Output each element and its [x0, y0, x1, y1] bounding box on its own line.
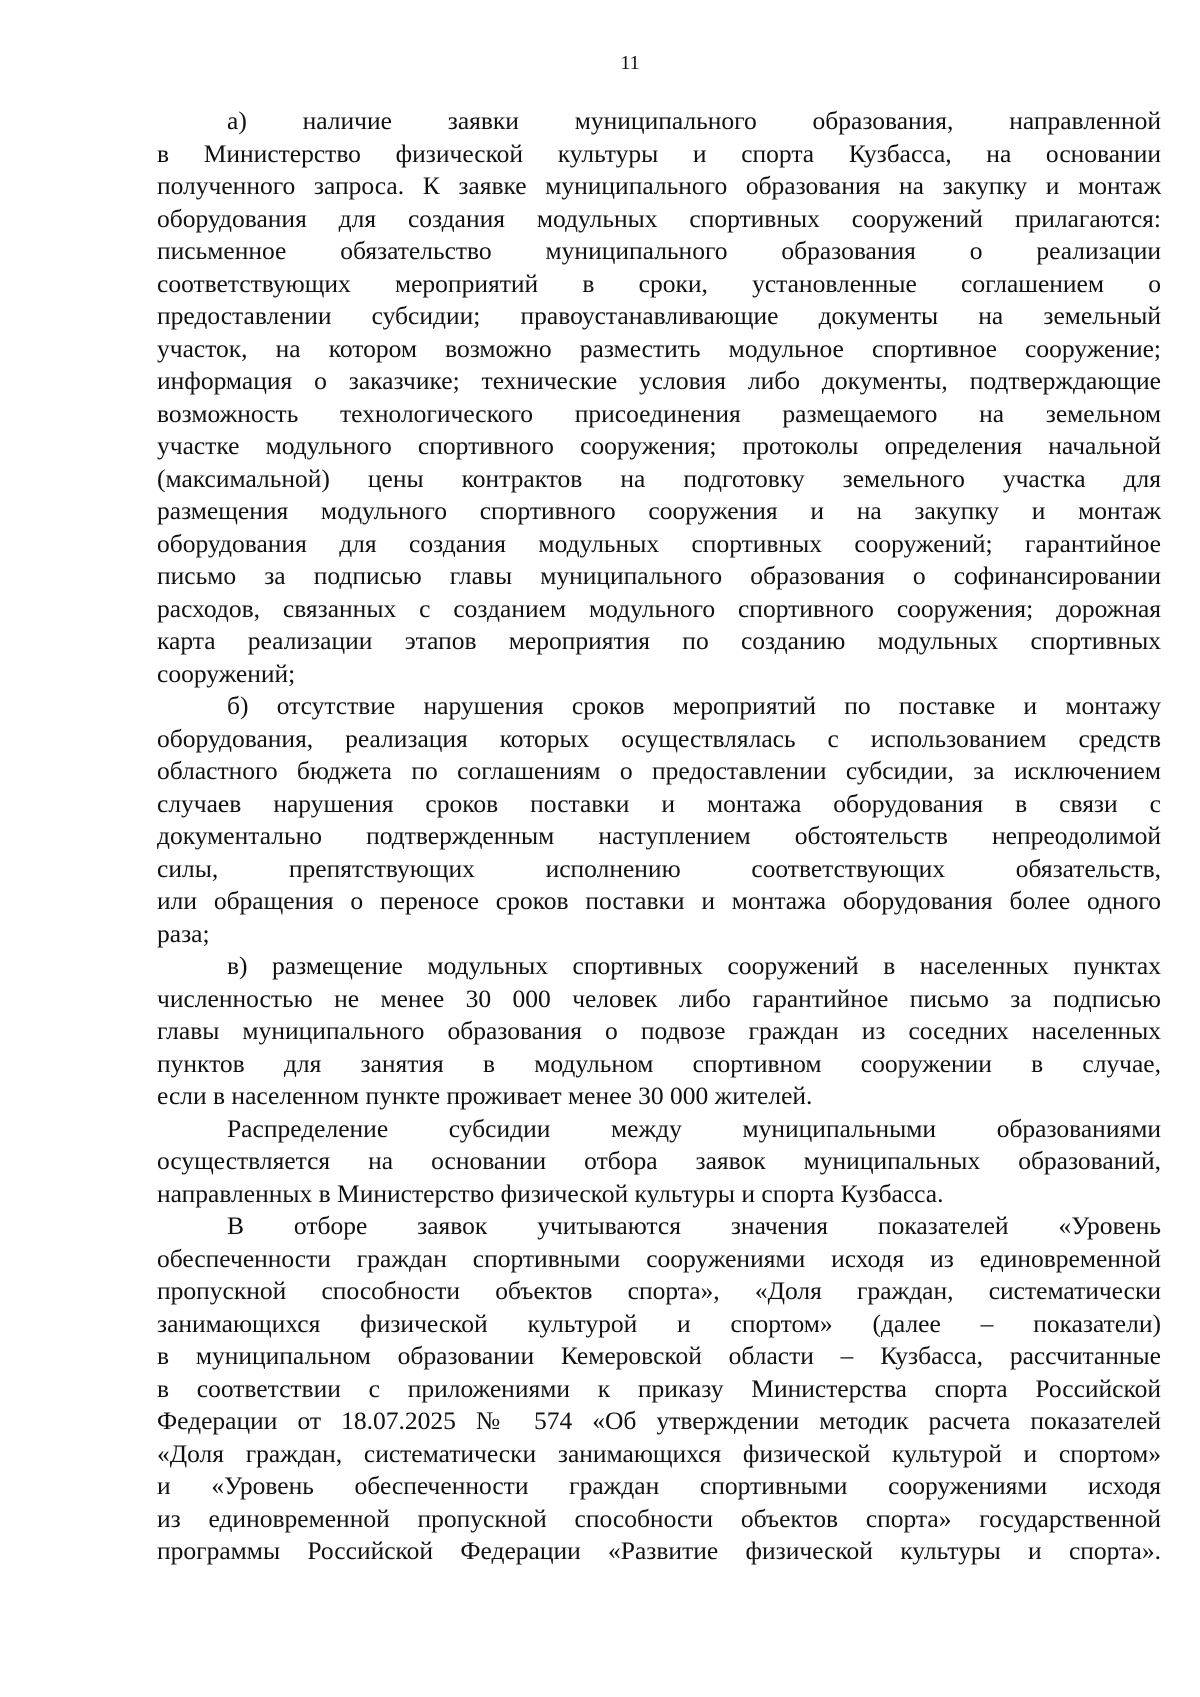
text-line: предоставлении субсидии; правоустанавливающие документы на земельный: [157, 301, 1161, 330]
text-line: возможность технологического присоединения размещаемого на земельном: [157, 398, 1161, 428]
text-line: в муниципальном образовании Кемеровской области – Кузбасса, рассчитанные: [157, 1341, 1161, 1370]
text-line: пунктов для занятия в модульном спортивном сооружении в случае,: [157, 1048, 1161, 1078]
text-line: из единовременной пропускной способности объектов спорта» государственной: [157, 1503, 1161, 1533]
text-line: в Министерство физической культуры и спорта Кузбасса, на основании: [157, 138, 1161, 168]
text-line: «Доля граждан, систематически занимающихся физической культурой и спортом»: [157, 1438, 1161, 1468]
text-line: раза;: [157, 918, 210, 948]
text-line: случаев нарушения сроков поставки и монтажа оборудования в связи с: [157, 788, 1161, 818]
text-line: а) наличие заявки муниципального образования, направленной: [227, 106, 1161, 135]
text-line: (максимальной) цены контрактов на подготовку земельного участка для: [157, 463, 1161, 493]
text-line: или обращения о переносе сроков поставки и монтажа оборудования более одного: [157, 886, 1161, 915]
text-line: программы Российской Федерации «Развитие физической культуры и спорта».: [157, 1536, 1161, 1565]
text-line: в соответствии с приложениями к приказу Министерства спорта Российской: [157, 1373, 1161, 1403]
text-line: областного бюджета по соглашениям о предоставлении субсидии, за исключением: [157, 756, 1161, 785]
text-line: пропускной способности объектов спорта», «Доля граждан, систематически: [157, 1276, 1161, 1305]
text-line: занимающихся физической культурой и спортом» (далее – показатели): [157, 1308, 1161, 1338]
text-line: сооружений;: [157, 658, 296, 688]
text-line: соответствующих мероприятий в сроки, установленные соглашением о: [157, 268, 1161, 298]
document-body: [157, 105, 1161, 1568]
text-line: и «Уровень обеспеченности граждан спортивными сооружениями исходя: [157, 1471, 1161, 1500]
text-line: участок, на котором возможно разместить модульное спортивное сооружение;: [157, 333, 1161, 363]
text-line: полученного запроса. К заявке муниципального образования на закупку и монтаж: [157, 171, 1161, 200]
text-line: силы, препятствующих исполнению соответствующих обязательств,: [157, 853, 1161, 883]
text-line: численностью не менее 30 000 человек либо гарантийное письмо за подписью: [157, 983, 1161, 1013]
text-line: б) отсутствие нарушения сроков мероприятий по поставке и монтажу: [227, 691, 1161, 720]
text-line: осуществляется на основании отбора заявок муниципальных образований,: [157, 1146, 1161, 1175]
text-line: направленных в Министерство физической культуры и спорта Кузбасса.: [157, 1178, 944, 1208]
text-line: Федерации от 18.07.2025 № 574 «Об утверждении методик расчета показателей: [157, 1406, 1161, 1435]
text-line: информация о заказчике; технические условия либо документы, подтверждающие: [157, 366, 1161, 395]
text-line: участке модульного спортивного сооружения; протоколы определения начальной: [157, 431, 1161, 460]
text-line: В отборе заявок учитываются значения показателей «Уровень: [227, 1211, 1161, 1240]
text-line: оборудования для создания модульных спортивных сооружений прилагаются:: [157, 203, 1161, 233]
text-line: если в населенном пункте проживает менее 30 000 жителей.: [157, 1081, 813, 1110]
text-line: размещения модульного спортивного сооружения и на закупку и монтаж: [157, 496, 1161, 525]
text-line: Распределение субсидии между муниципальными образованиями: [227, 1113, 1161, 1143]
text-line: оборудования, реализация которых осуществлялась с использованием средств: [157, 723, 1161, 753]
text-line: главы муниципального образования о подвозе граждан из соседних населенных: [157, 1016, 1161, 1045]
text-line: карта реализации этапов мероприятия по созданию модульных спортивных: [157, 626, 1161, 655]
page-number: 11: [620, 52, 640, 74]
text-line: расходов, связанных с созданием модульного спортивного сооружения; дорожная: [157, 593, 1161, 623]
text-line: письменное обязательство муниципального образования о реализации: [157, 236, 1161, 265]
text-line: в) размещение модульных спортивных сооружений в населенных пунктах: [227, 951, 1161, 980]
text-line: обеспеченности граждан спортивными сооружениями исходя из единовременной: [157, 1243, 1161, 1273]
text-line: документально подтвержденным наступлением обстоятельств непреодолимой: [157, 821, 1161, 850]
text-line: оборудования для создания модульных спортивных сооружений; гарантийное: [157, 528, 1161, 558]
text-line: письмо за подписью главы муниципального образования о софинансировании: [157, 561, 1161, 590]
